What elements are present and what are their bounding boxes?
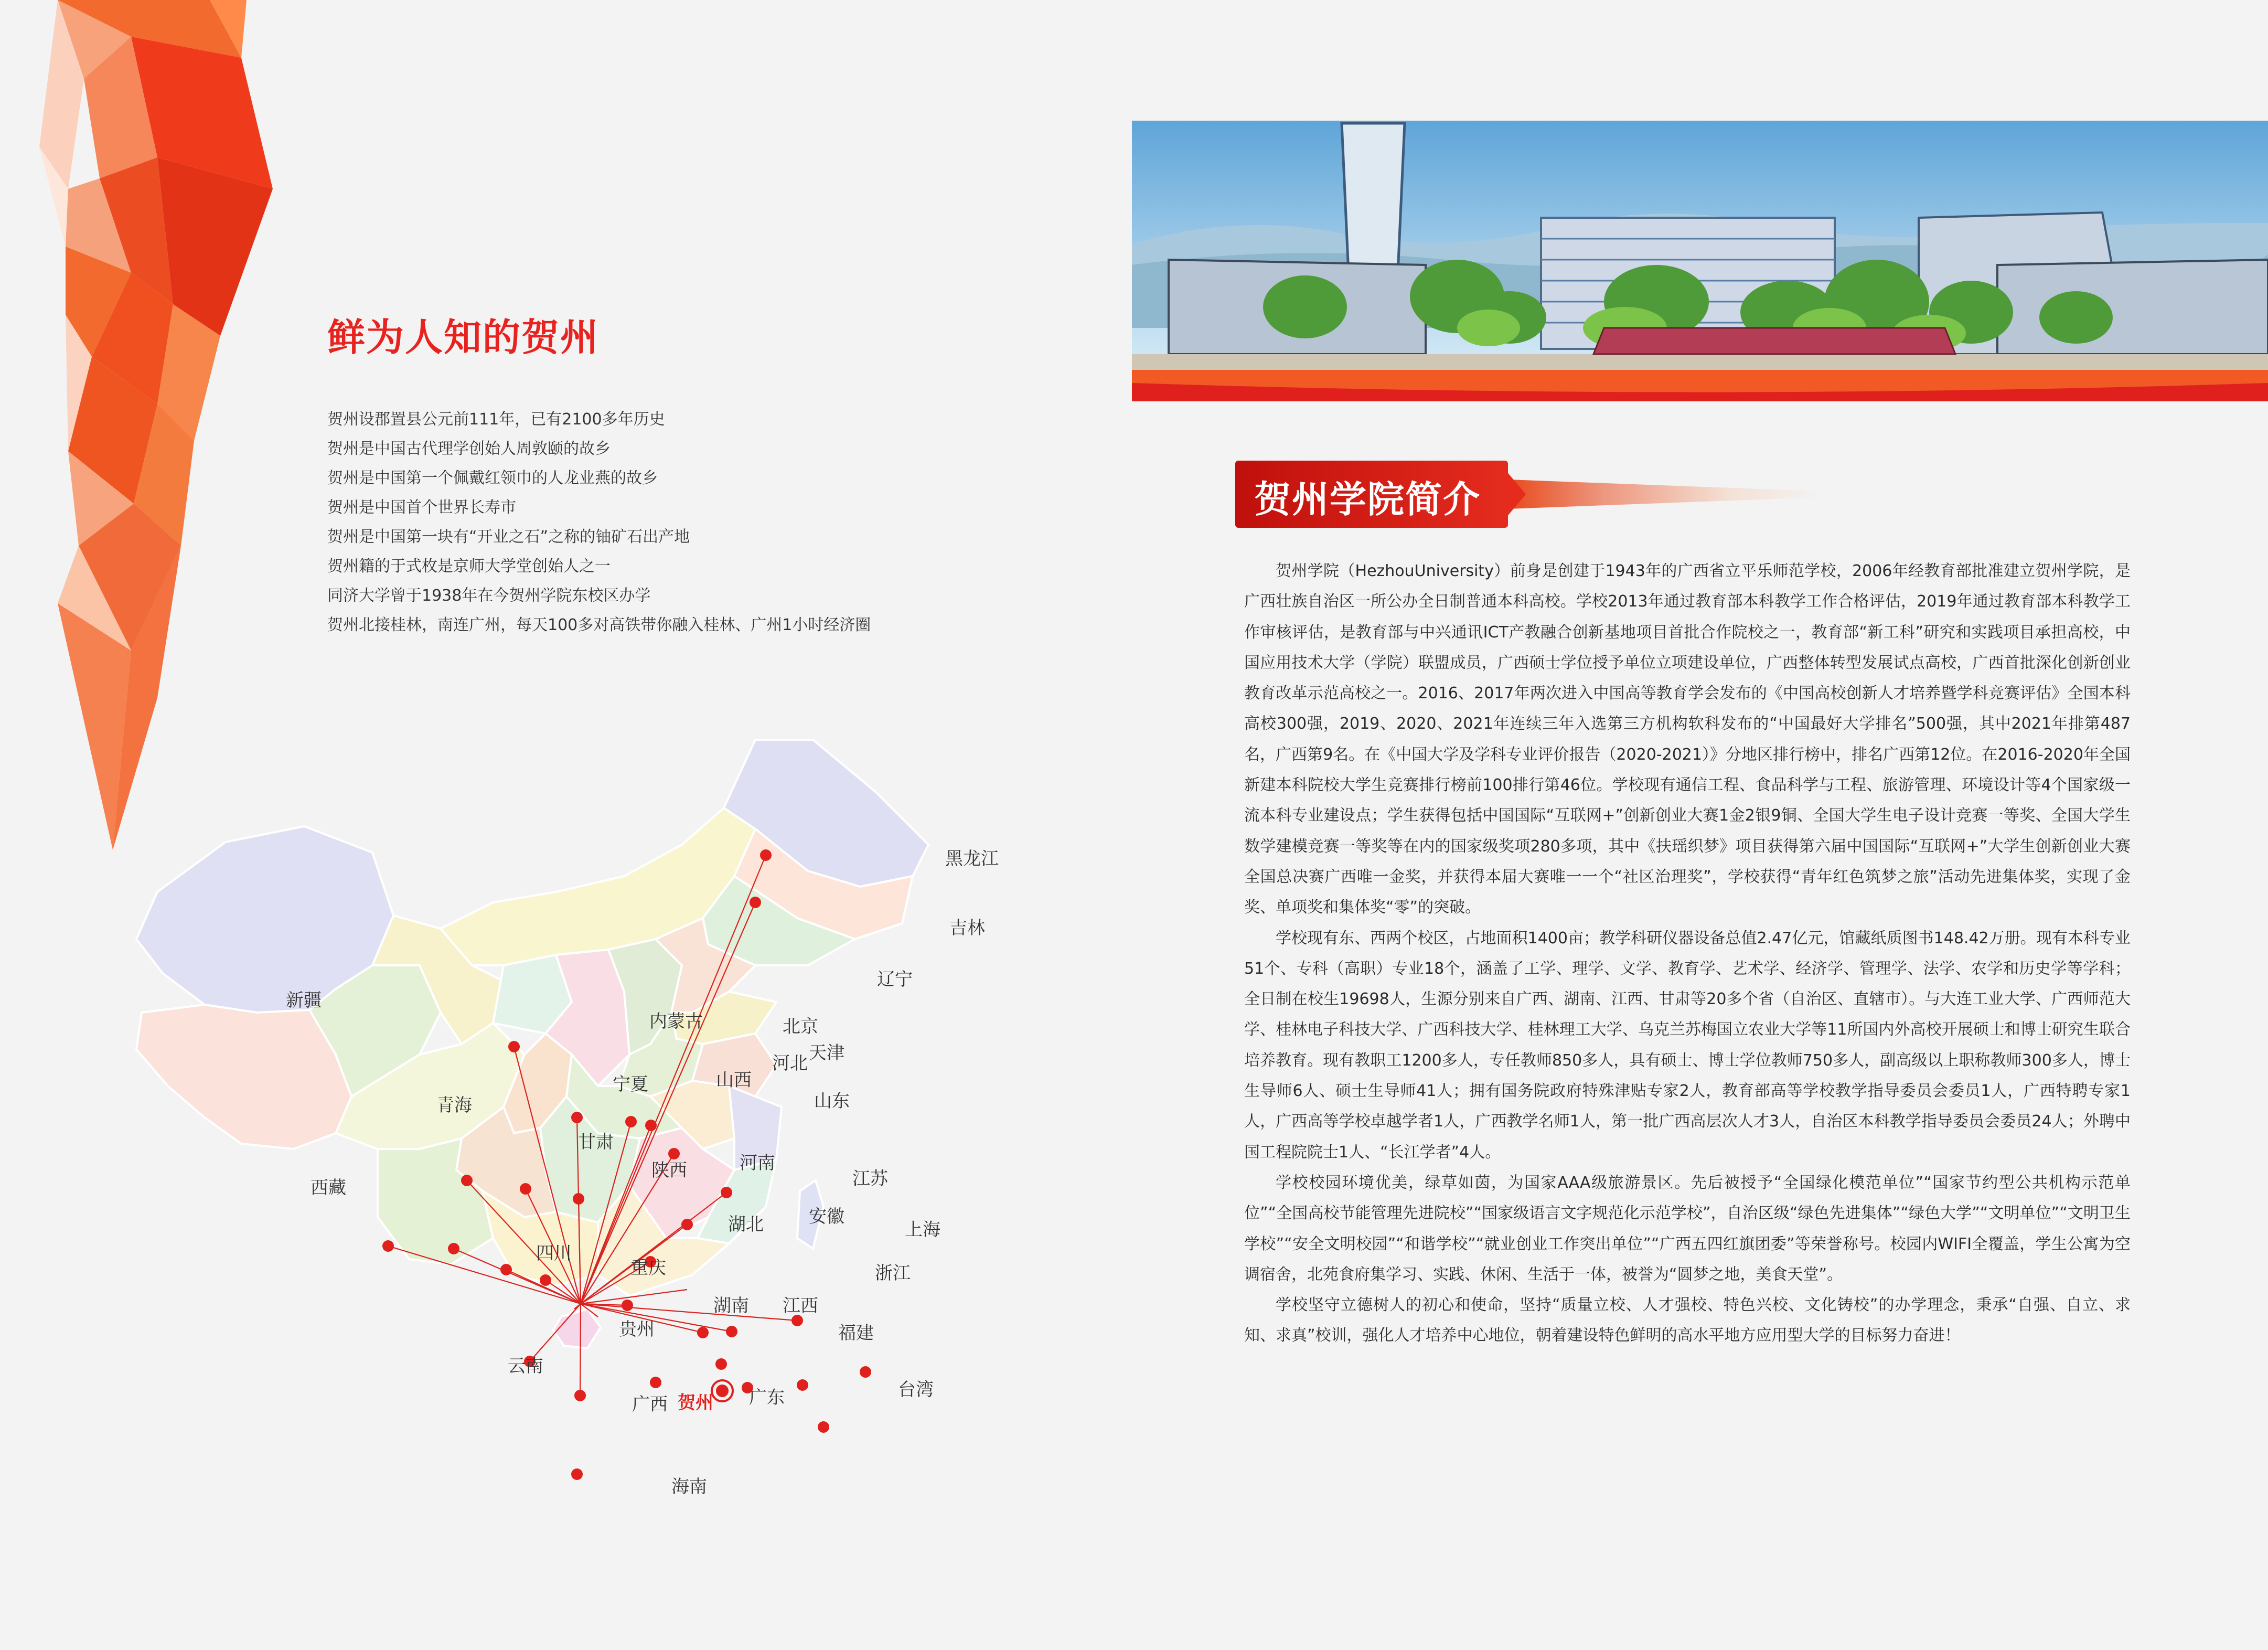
label-jiangxi: 江西 [783,1295,818,1316]
section-header [1235,461,1823,528]
label-shanxi: 山西 [716,1070,752,1091]
label-shanghai: 上海 [905,1219,940,1240]
label-ningxia: 宁夏 [613,1074,648,1095]
label-tianjin: 天津 [809,1042,844,1063]
fact-item: 贺州是中国首个世界长寿市 [327,498,516,517]
label-jiangsu: 江苏 [852,1168,888,1189]
fact-item: 贺州是中国古代理学创始人周敦颐的故乡 [327,440,611,458]
campus-illustration [1132,108,2268,414]
left-title: 鲜为人知的贺州 [327,315,600,359]
intro-paragraph: 学校坚守立德树人的初心和使命，坚持“质量立校、人才强校、特色兴校、文化铸校”的办学理念，秉承“自强、自立、求知、求真”校训，强化人才培养中心地位，朝着建设特色鲜明的高水平地方应用型大学的目标努力奋进！ [1244,1296,2131,1345]
label-heilongjiang: 黑龙江 [945,848,999,869]
label-gansu: 甘肃 [578,1132,614,1153]
fact-item: 贺州设郡置县公元前111年，已有2100多年历史 [327,410,665,429]
fact-list [327,405,871,640]
intro-paragraph: 学校现有东、西两个校区，占地面积1400亩；教学科研仪器设备总值2.47亿元，馆藏纸质图书148.42万册。现有本科专业51个、专科（高职）专业18个，涵盖了工学、理学、文学、教育学、艺术学、经济学、管理学、法学、农学和历史学等学科；全日制在校生19698人，生源分别来自广西、湖南、江西、甘肃等20多个省（自治区、直辖市）。与大连工业大学、广西师范大学、桂林电子科技大学、广西科技大学、桂林理工大学、乌克兰苏梅国立农业大学等11所国内外高校开展硕士和博士研究生联合培养教育。现有教职工1200多人，专任教师850多人，具有硕士、博士学位教师750多人，副高级以上职称教师300多人，博士生导师6人、硕士生导师41人；拥有国务院政府特殊津贴专家2人，教育部高等学校教学指导委员会委员1人，广西特聘专家1人，广西高等学校卓越学者1人，广西教学名师1人，第一批广西高层次人才3人，自治区本科教学指导委员会委员24人；外聘中国工程院院士1人、“长江学者”4人。 [1244,929,2131,1162]
label-hub: 贺州 [678,1392,713,1413]
header-tail-decoration [1508,480,1823,509]
label-guangdong: 广东 [749,1387,785,1408]
fact-item: 贺州是中国第一个佩戴红领巾的人龙业燕的故乡 [327,469,658,487]
label-fujian: 福建 [838,1323,874,1344]
label-xinjiang: 新疆 [286,990,322,1011]
fact-item: 同济大学曾于1938年在今贺州学院东校区办学 [327,587,651,605]
label-hunan: 湖南 [713,1295,749,1316]
header-arrow [1497,461,1526,528]
label-xizang: 西藏 [311,1177,346,1198]
label-hainan: 海南 [671,1476,707,1497]
hub-marker [712,1380,733,1401]
intro-paragraph: 学校校园环境优美，绿草如茵，为国家AAA级旅游景区。先后被授予“全国绿化模范单位”“国家节约型公共机构示范单位”“全国高校节能管理先进院校”“国家级语言文字规范化示范学校”，自治区级“绿色先进集体”“绿色大学”“文明单位”“文明卫生学校”“安全文明校园”“和谐学校”“就业创业工作突出单位”“广西五四红旗团委”等荣誉称号。校园内WIFI全覆盖，学生公寓为空调宿舍，北苑食府集学习、实践、休闲、生活于一体，被誉为“圆梦之地，美食天堂”。 [1244,1173,2131,1284]
section-heading: 贺州学院简介 [1254,478,1481,521]
label-liaoning: 辽宁 [877,969,913,990]
label-hubei: 湖北 [728,1214,764,1235]
label-jilin: 吉林 [949,918,985,939]
label-yunnan: 云南 [508,1356,543,1377]
label-zhejiang: 浙江 [875,1263,911,1284]
label-taiwan: 台湾 [898,1379,934,1400]
fact-item: 贺州北接桂林，南连广州，每天100多对高铁带你融入桂林、广州1小时经济圈 [327,616,871,634]
label-qinghai: 青海 [436,1095,472,1116]
label-shaanxi: 陕西 [651,1160,687,1181]
fact-item: 贺州是中国第一块有“开业之石”之称的铀矿石出产地 [327,528,690,546]
label-hebei: 河北 [772,1053,808,1074]
label-henan: 河南 [740,1153,775,1174]
intro-paragraph: 贺州学院（HezhouUniversity）前身是创建于1943年的广西省立平乐师范学校，2006年经教育部批准建立贺州学院，是广西壮族自治区一所公办全日制普通本科高校。学校2013年通过教育部本科教学工作合格评估，2019年通过教育部本科教学工作审核评估，是教育部与中兴通讯ICT产教融合创新基地项目首批合作院校之一，教育部“新工科”研究和实践项目承担高校，中国应用技术大学（学院）联盟成员，广西硕士学位授予单位立项建设单位，广西整体转型发展试点高校，广西首批深化创新创业教育改革示范高校之一。2016、2017年两次进入中国高等教育学会发布的《中国高校创新人才培养暨学科竞赛评估》全国本科高校300强，2019、2020、2021年连续三年入选第三方机构软科发布的“中国最好大学排名”500强，其中2021年排第487名，广西第9名。在《中国大学及学科专业评价报告（2020-2021）》分地区排行榜中，排名广西第12位。在2016-2020年全国新建本科院校大学生竞赛排行榜前100排行第46位。学校现有通信工程、食品科学与工程、旅游管理、环境设计等4个国家级一流本科专业建设点；学生获得包括中国国际“互联网+”创新创业大赛1金2银9铜、全国大学生电子设计竞赛一等奖、全国大学生数学建模竞赛一等奖等在内的国家级奖项280多项，其中《扶瑶织梦》项目获得第六届中国国际“互联网+”大学生创新创业大赛全国总决赛广西唯一金奖，并获得本届大赛唯一一个“社区治理奖”，学校获得“青年红色筑梦之旅”活动先进集体奖，实现了金奖、单项奖和集体奖“零”的突破。 [1244,562,2131,917]
label-shandong: 山东 [814,1091,850,1112]
label-guangxi: 广西 [632,1394,668,1415]
label-chongqing: 重庆 [630,1258,666,1279]
label-neimenggu: 内蒙古 [649,1011,703,1032]
fact-item: 贺州籍的于式枚是京师大学堂创始人之一 [327,557,611,576]
china-connection-map [126,719,1080,1548]
label-guizhou: 贵州 [619,1319,655,1340]
intro-body [1244,556,2131,1351]
label-sichuan: 四川 [536,1243,572,1264]
label-beijing: 北京 [783,1016,818,1037]
label-anhui: 安徽 [809,1206,844,1227]
